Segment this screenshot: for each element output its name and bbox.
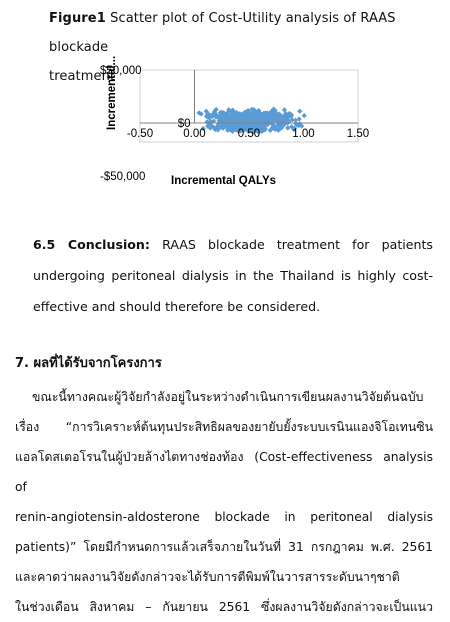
x-tick-label: 0.50 (237, 128, 261, 140)
x-tick-label: 0.00 (183, 128, 206, 140)
conclusion-heading: 6.5 Conclusion: (33, 237, 150, 252)
y-tick-label: -$50,000 (100, 171, 146, 183)
body-line: ในช่วงเดือน สิงหาคม – กันยายน 2561 ซึ่งผลงานวิจัยดังกล่าวจะเป็นแนว (15, 600, 433, 614)
figure-label: Figure1 (49, 11, 106, 26)
x-tick-label: 1.00 (292, 128, 315, 140)
caption-text-cont: treatment (49, 69, 116, 84)
x-axis-label: Incremental QALYs (171, 175, 277, 187)
body-line: และคาดว่าผลงานวิจัยดังกล่าวจะได้รับการตีพิมพ์ในวารสารระดับนาๆชาติ (15, 570, 400, 584)
conclusion-text-2: undergoing peritoneal dialysis in the Thailand is highly cost- (33, 268, 433, 283)
y-tick-label: $50,000 (100, 65, 142, 77)
x-tick-label: 1.50 (346, 128, 370, 140)
body-line: ขณะนี้ทางคณะผู้วิจัยกำลังอยู่ในระหว่างดำเนินการเขียนผลงานวิจัยต้นฉบับ (32, 390, 424, 404)
body-line: แอลโดสเตอโรนในผู้ป่วยล้างไตทางช่องท้อง (Cost-effectiveness analysis of (15, 450, 433, 494)
conclusion-paragraph (33, 229, 433, 322)
body-line: เรื่อง “การวิเคราะห์ต้นทุนประสิทธิผลของยายับยั้งระบบเรนินแองจิโอเทนซิน (15, 420, 433, 434)
conclusion-text-3: effective and should therefore be considered. (33, 299, 321, 314)
section-body (15, 382, 433, 622)
caption-text: Scatter plot of Cost-Utility analysis of RAAS blockade (49, 11, 396, 55)
conclusion-text: RAAS blockade treatment for patients (162, 237, 433, 252)
y-axis-label: Incremental... (106, 55, 118, 130)
body-line: renin-angiotensin-aldosterone blockade in peritoneal dialysis (15, 510, 433, 524)
x-tick-label: -0.50 (126, 128, 154, 140)
body-line: patients)” โดยมีกำหนดการแล้วเสร็จภายในวันที่ 31 กรกฎาคม พ.ศ. 2561 (15, 540, 433, 554)
y-tick-label: $0 (177, 118, 191, 130)
scatter-chart (92, 55, 370, 194)
section-heading: 7. ผลที่ได้รับจากโครงการ (15, 356, 162, 371)
